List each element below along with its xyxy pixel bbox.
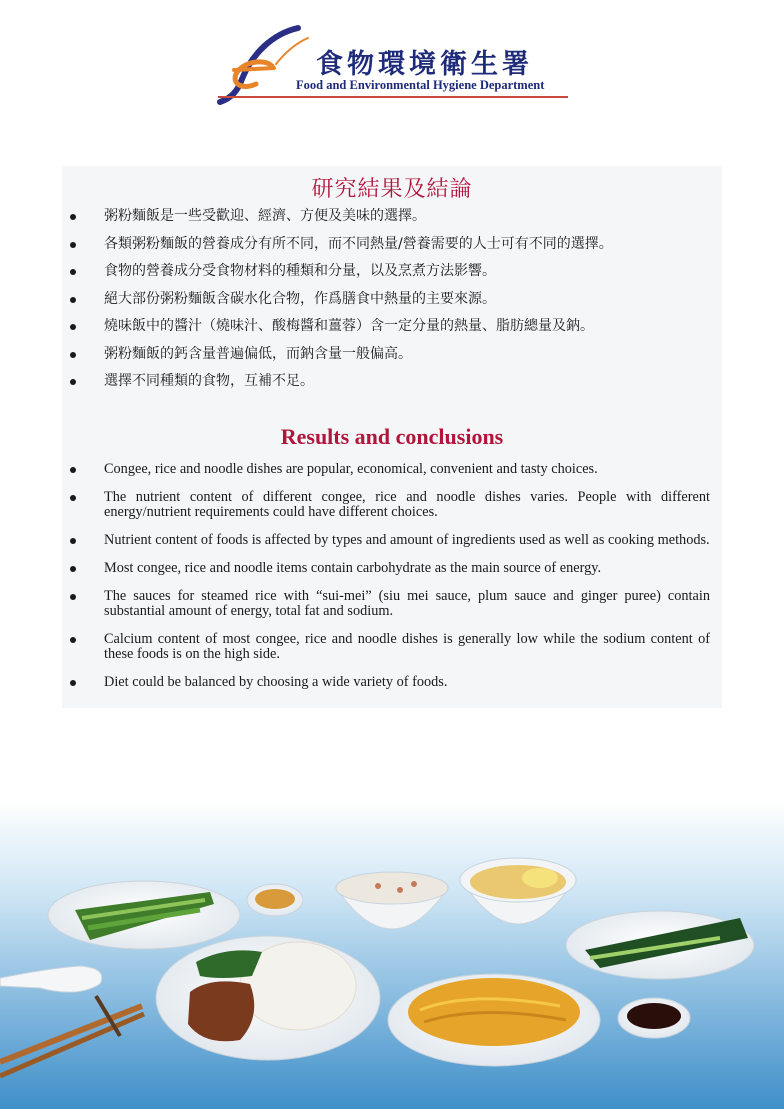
- heading-en: Results and conclusions: [280, 424, 504, 449]
- bullet-icon: [70, 324, 76, 330]
- list-item: [62, 589, 722, 619]
- list-item-text: 選擇不同種類的食物，互補不足。: [104, 373, 314, 389]
- bullet-icon: [70, 495, 76, 501]
- soy-sauce-dish: [618, 998, 690, 1038]
- list-item: [62, 289, 722, 317]
- list-item: [62, 675, 722, 690]
- list-item: [62, 234, 722, 262]
- bullet-icon: [70, 594, 76, 600]
- vegetable-plate-left: [48, 881, 240, 949]
- list-item: [62, 371, 722, 399]
- bullet-icon: [70, 352, 76, 358]
- fehd-header: [212, 24, 572, 108]
- bullet-icon: [70, 269, 76, 275]
- list-item-text: Nutrient content of foods is affected by types and amount of ingredients used as well as cooking methods.: [104, 532, 710, 548]
- bullet-icon: [70, 467, 76, 473]
- list-item: [62, 632, 722, 662]
- fried-noodle-plate: [388, 974, 600, 1066]
- department-title-en: Food and Environmental Hygiene Department: [296, 78, 545, 92]
- bullet-icon: [70, 566, 76, 572]
- header-divider: [218, 96, 568, 98]
- bullet-icon: [70, 297, 76, 303]
- list-item: [62, 533, 722, 548]
- list-item: [62, 561, 722, 576]
- bullet-icon: [70, 680, 76, 686]
- list-item-text: 絕大部份粥粉麵飯含碳水化合物，作爲膳食中熱量的主要來源。: [104, 290, 496, 307]
- vegetable-plate-right: [566, 911, 754, 979]
- sauce-dish: [247, 884, 303, 916]
- list-item: [62, 344, 722, 372]
- heading-zh: 研究結果及結論: [311, 177, 473, 202]
- conclusions-list-zh: [62, 206, 722, 399]
- bullet-icon: [70, 379, 76, 385]
- list-item-text: Most congee, rice and noodle items contain carbohydrate as the main source of energy.: [104, 560, 602, 576]
- food-illustration: [0, 800, 784, 1109]
- list-item-text: Congee, rice and noodle dishes are popular, economical, convenient and tasty choices.: [104, 461, 598, 477]
- list-item: [62, 261, 722, 289]
- bullet-icon: [70, 637, 76, 643]
- list-item-text: 燒味飯中的醬汁（燒味汁、酸梅醬和薑蓉）含一定分量的熱量、脂肪總量及鈉。: [104, 318, 594, 334]
- list-item-text: Calcium content of most congee, rice and noodle dishes is generally low while the sodium content of these foods is on the high side.: [104, 631, 710, 662]
- bullet-icon: [70, 214, 76, 220]
- rice-plate: [156, 936, 380, 1060]
- list-item-text: 食物的營養成分受食物材料的種類和分量，以及烹煮方法影響。: [104, 263, 496, 279]
- list-item-text: 粥粉麵飯是一些受歡迎、經濟、方便及美味的選擇。: [104, 208, 426, 224]
- list-item-text: 粥粉麵飯的鈣含量普遍偏低，而鈉含量一般偏高。: [104, 345, 412, 362]
- list-item-text: Diet could be balanced by choosing a wide variety of foods.: [104, 674, 448, 690]
- fehd-logo-icon: [212, 24, 312, 106]
- list-item-text: The sauces for steamed rice with “sui-mei” (siu mei sauce, plum sauce and ginger puree) contain substantial amount of energy, total fat and sodium.: [104, 588, 710, 619]
- conclusions-list-en: [62, 462, 722, 703]
- list-item-text: The nutrient content of different congee, rice and noodle dishes varies. People with different energy/nutrient requirements could have different choices.: [104, 489, 710, 520]
- list-item-text: 各類粥粉麵飯的營養成分有所不同，而不同熱量/營養需要的人士可有不同的選擇。: [104, 235, 613, 252]
- list-item: [62, 316, 722, 344]
- department-title-zh: 食物環境衛生署: [316, 49, 533, 80]
- bullet-icon: [70, 242, 76, 248]
- list-item: [62, 462, 722, 477]
- list-item: [62, 206, 722, 234]
- results-panel: [62, 166, 722, 708]
- bullet-icon: [70, 538, 76, 544]
- list-item: [62, 490, 722, 520]
- food-photo: [0, 800, 784, 1109]
